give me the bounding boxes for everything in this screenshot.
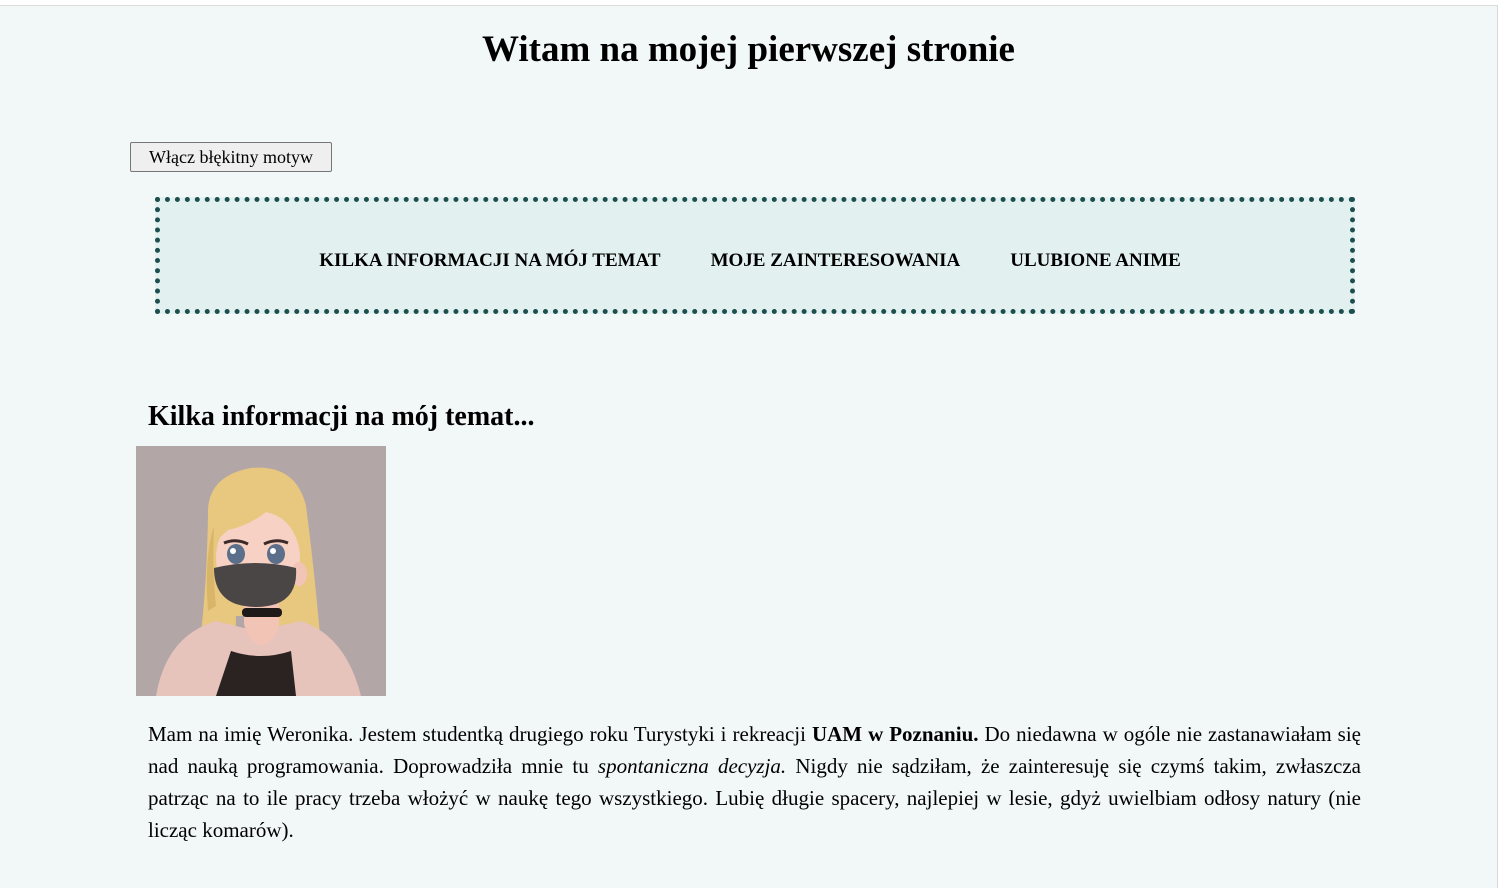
nav-item-anime (1010, 250, 1181, 272)
main-nav (155, 197, 1355, 314)
section-title-about: Kilka informacji na mój temat... (148, 401, 535, 432)
bio-text-2: Do niedawna w ogóle nie zastanawiałam się nad nauką programowania. Doprowadziła mnie tu (148, 722, 1361, 778)
nav-link-about[interactable]: KILKA INFORMACJI NA MÓJ TEMAT (319, 250, 661, 271)
bio-text-1: Mam na imię Weronika. Jestem studentką drugiego roku Turystyki i rekreacji (148, 722, 812, 746)
bio-text-3: Nigdy nie sądziłam, że zainteresuję się czymś takim, zwłaszcza patrząc na to ile pracy trzeba włożyć w naukę tego wszystkiego. Lubię długie spacery, najlepiej w lesie, gdyż uwielbiam odłosy natury (nie licząc komarów). (148, 754, 1361, 842)
bio-italic-decision: spontaniczna decyzja. (597, 754, 787, 778)
theme-toggle-button[interactable]: Włącz błękitny motyw (130, 142, 332, 172)
nav-link-interests[interactable]: MOJE ZAINTERESOWANIA (710, 250, 961, 271)
nav-item-about (319, 250, 660, 272)
avatar-illustration (136, 446, 386, 696)
nav-link-anime[interactable]: ULUBIONE ANIME (1010, 250, 1181, 271)
bio-paragraph (148, 718, 1361, 846)
nav-list (155, 250, 1345, 272)
bio-bold-uam: UAM w Poznaniu. (811, 722, 979, 746)
page (0, 5, 1498, 888)
page-title: Witam na mojej pierwszej stronie (482, 29, 1015, 70)
nav-item-interests (711, 250, 961, 272)
